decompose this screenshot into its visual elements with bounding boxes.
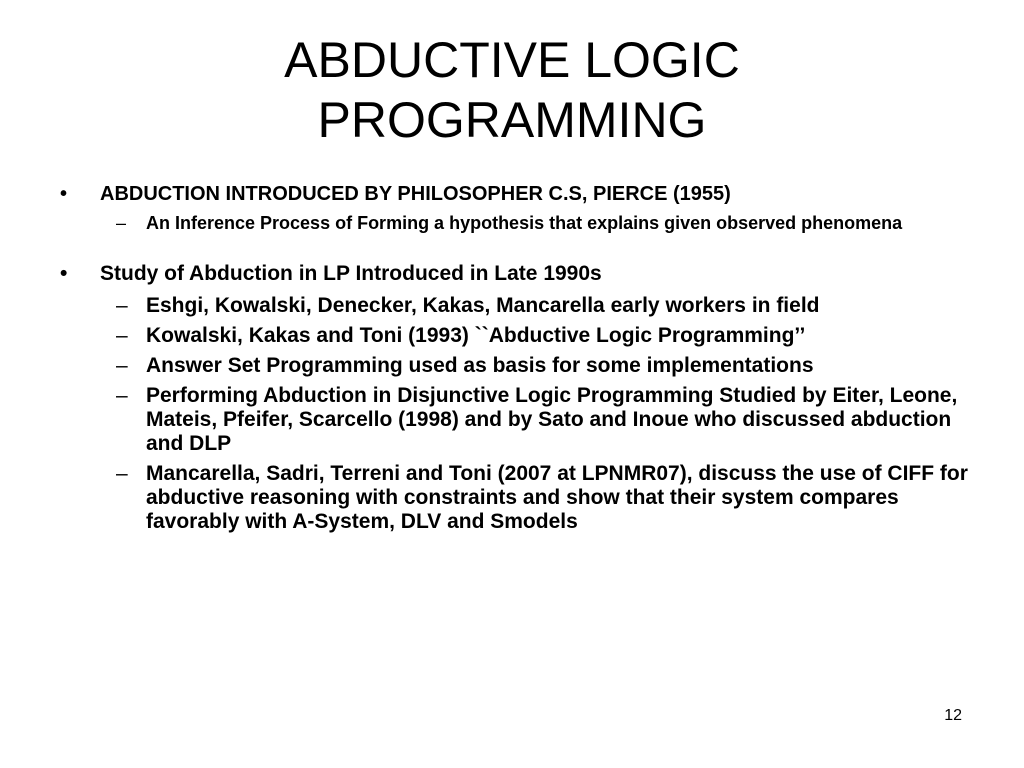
sub-bullet-text: Eshgi, Kowalski, Denecker, Kakas, Mancarella early workers in field (146, 294, 820, 317)
sub-bullet-text: An Inference Process of Forming a hypothesis that explains given observed phenomena (146, 213, 903, 233)
bullet-item (60, 260, 980, 288)
sub-bullet-item (60, 462, 980, 534)
sub-bullet-list (60, 294, 980, 534)
slide-body (60, 180, 980, 534)
sub-bullet-item (60, 324, 980, 348)
bullet-text: ABDUCTION INTRODUCED BY PHILOSOPHER C.S, PIERCE (1955) (100, 183, 731, 205)
dash-marker: – (116, 324, 128, 347)
dash-marker: – (116, 294, 128, 317)
sub-bullet-list (60, 212, 980, 234)
sub-bullet-text: Mancarella, Sadri, Terreni and Toni (2007 at LPNMR07), discuss the use of CIFF for abductive reasoning with constraints and show that their system compares favorably with A-System, DLV and Smodels (146, 462, 968, 533)
dash-marker: – (116, 213, 127, 233)
dash-marker: – (116, 354, 128, 377)
dash-marker: – (116, 384, 128, 407)
page-number: 12 (944, 707, 962, 724)
sub-bullet-text: Performing Abduction in Disjunctive Logic Programming Studied by Eiter, Leone, Mateis, Pfeifer, Scarcello (1998) and by Sato and Inoue who discussed abduction and DLP (146, 384, 958, 455)
slide-title-line-2: PROGRAMMING (317, 92, 707, 148)
sub-bullet-item (60, 384, 980, 456)
slide-title (0, 30, 1024, 150)
slide-title-line-1: ABDUCTIVE LOGIC (284, 32, 740, 88)
sub-bullet-text: Answer Set Programming used as basis for some implementations (146, 354, 814, 377)
bullet-item (60, 180, 980, 208)
sub-bullet-text: Kowalski, Kakas and Toni (1993) ``Abductive Logic Programming’’ (146, 324, 806, 347)
bullet-text: Study of Abduction in LP Introduced in Late 1990s (100, 262, 602, 285)
sub-bullet-item (60, 212, 980, 234)
bullet-marker: • (60, 183, 68, 205)
sub-bullet-item (60, 354, 980, 378)
dash-marker: – (116, 462, 128, 485)
bullet-marker: • (60, 262, 68, 285)
sub-bullet-item (60, 294, 980, 318)
